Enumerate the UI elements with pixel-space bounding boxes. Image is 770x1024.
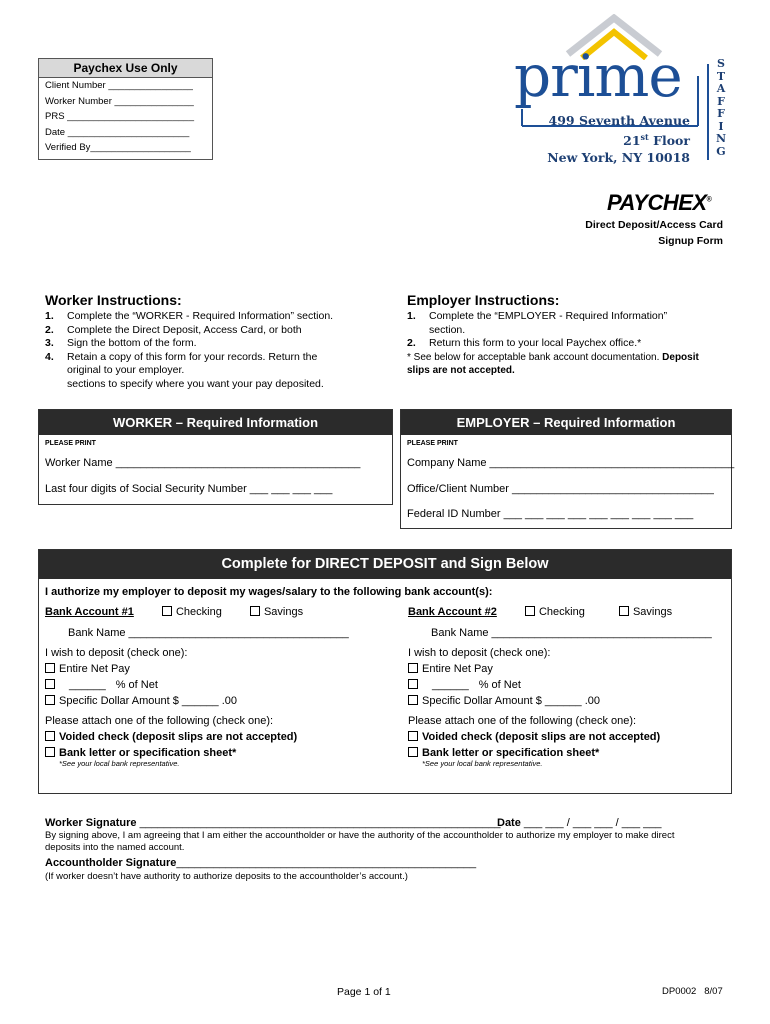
- employer-box-title: EMPLOYER – Required Information: [401, 410, 731, 435]
- bank-account-1: [45, 606, 385, 768]
- checkbox-icon: [408, 663, 418, 673]
- prime-wordmark: prime: [514, 42, 682, 110]
- address-line2: 21st Floor: [623, 132, 690, 149]
- bank-account-2: [408, 606, 728, 768]
- signature-agreement: By signing above, I am agreeing that I am either the accountholder or have the authority of the accountholder to authorize my employer to make direct deposits into the named account.: [45, 830, 675, 853]
- bank-letter-option[interactable]: Bank letter or specification sheet*: [45, 747, 385, 759]
- form-title: Direct Deposit/Access Card Signup Form: [585, 219, 723, 247]
- worker-instruction-item: 3. Sign the bottom of the form.: [45, 337, 197, 349]
- employer-instructions: [407, 292, 737, 378]
- accountholder-signature-field[interactable]: Accountholder Signature_________________________________________________: [45, 857, 477, 869]
- see-bank-rep-note: *See your local bank representative.: [59, 759, 180, 768]
- authorization-statement: I authorize my employer to deposit my wages/salary to the following bank account(s):: [45, 586, 493, 598]
- percent-net-option[interactable]: ______ % of Net: [408, 679, 728, 691]
- form-code: DP0002 8/07: [662, 986, 723, 997]
- bank-name-field[interactable]: Bank Name ____________________________________: [68, 627, 349, 639]
- employer-note: * See below for acceptable bank account documentation. Deposit: [407, 351, 699, 363]
- checkbox-icon: [45, 679, 55, 689]
- worker-instruction-cont: original to your employer.: [67, 364, 185, 376]
- entire-net-pay-option[interactable]: Entire Net Pay: [45, 663, 385, 675]
- bank-name-field[interactable]: Bank Name ____________________________________: [431, 627, 712, 639]
- prime-staffing-logo: [512, 14, 734, 164]
- worker-instruction-item: 1. Complete the “WORKER - Required Information” section.: [45, 310, 334, 322]
- checkbox-icon: [619, 606, 629, 616]
- attach-label: Please attach one of the following (check one):: [45, 715, 274, 727]
- employer-required-box: [400, 409, 735, 529]
- worker-instruction-cont: sections to specify where you want your pay deposited.: [67, 377, 324, 390]
- worker-number-field[interactable]: Worker Number _______________: [45, 95, 194, 107]
- bank-account-2-label: Bank Account #2: [408, 606, 497, 618]
- checking-checkbox[interactable]: Checking: [525, 606, 585, 618]
- dollar-amount-option[interactable]: Specific Dollar Amount $ ______ .00: [45, 695, 385, 707]
- verified-by-field[interactable]: Verified By___________________: [45, 142, 191, 153]
- company-name-field[interactable]: Company Name ________________________________________: [407, 457, 735, 469]
- checkbox-icon: [162, 606, 172, 616]
- worker-name-field[interactable]: Worker Name ________________________________________: [45, 457, 361, 469]
- direct-deposit-box: [38, 549, 732, 794]
- worker-instructions: [45, 292, 385, 391]
- paychex-use-only-box: [38, 58, 213, 160]
- percent-net-option[interactable]: ______ % of Net: [45, 679, 385, 691]
- direct-deposit-title: Complete for DIRECT DEPOSIT and Sign Below: [39, 550, 731, 579]
- accountholder-note: (If worker doesn’t have authority to authorize deposits to the accountholder’s account.): [45, 871, 408, 882]
- worker-instruction-item: 2. Complete the Direct Deposit, Access Card, or both: [45, 323, 302, 336]
- employer-note-bold: slips are not accepted.: [407, 365, 515, 376]
- worker-required-box: [38, 409, 393, 505]
- checkbox-icon: [408, 679, 418, 689]
- checkbox-icon: [45, 695, 55, 705]
- employer-instruction-item: 2. Return this form to your local Paychex office.*: [407, 337, 642, 349]
- checkbox-icon: [45, 731, 55, 741]
- deposit-choice-label: I wish to deposit (check one):: [408, 647, 551, 659]
- see-bank-rep-note: *See your local bank representative.: [422, 759, 543, 768]
- paychex-logo: PAYCHEX®: [607, 190, 712, 215]
- signature-date-field[interactable]: Date ___ ___ / ___ ___ / ___ ___: [497, 817, 662, 829]
- address-line1: 499 Seventh Avenue: [548, 113, 690, 128]
- office-client-number-field[interactable]: Office/Client Number _________________________________: [407, 483, 714, 495]
- checkbox-icon: [408, 695, 418, 705]
- voided-check-option[interactable]: Voided check (deposit slips are not accepted): [45, 731, 385, 743]
- checkbox-icon: [408, 747, 418, 757]
- date-field[interactable]: Date _______________________: [45, 126, 190, 138]
- checkbox-icon: [45, 663, 55, 673]
- address-block: [520, 112, 690, 166]
- deposit-choice-label: I wish to deposit (check one):: [45, 647, 188, 659]
- checkbox-icon: [250, 606, 260, 616]
- address-line3: New York, NY 10018: [547, 150, 690, 166]
- checkbox-icon: [408, 731, 418, 741]
- worker-box-title: WORKER – Required Information: [39, 410, 392, 435]
- please-print-label: PLEASE PRINT: [407, 440, 458, 447]
- employer-instruction-item: 1. Complete the “EMPLOYER - Required Information”: [407, 310, 668, 322]
- employer-instruction-item: section.: [429, 323, 466, 336]
- ssn-last-four-field[interactable]: Last four digits of Social Security Number ___ ___ ___ ___: [45, 483, 333, 495]
- checkbox-icon: [45, 747, 55, 757]
- attach-label: Please attach one of the following (check one):: [408, 715, 637, 727]
- staffing-vertical-text: S T A F F I N G: [715, 57, 727, 158]
- employer-instructions-heading: Employer Instructions:: [407, 292, 560, 308]
- worker-signature-field[interactable]: Worker Signature ___________________________________________________________: [45, 817, 501, 829]
- worker-instruction-item: 4. Retain a copy of this form for your records. Return the: [45, 350, 318, 363]
- dollar-amount-option[interactable]: Specific Dollar Amount $ ______ .00: [408, 695, 728, 707]
- page-number: Page 1 of 1: [337, 986, 391, 998]
- client-number-field[interactable]: Client Number ________________: [45, 80, 193, 91]
- please-print-label: PLEASE PRINT: [45, 440, 96, 447]
- worker-instructions-heading: Worker Instructions:: [45, 292, 182, 308]
- bank-account-1-label: Bank Account #1: [45, 606, 134, 618]
- federal-id-field[interactable]: Federal ID Number ___ ___ ___ ___ ___ ___ ___ ___ ___: [407, 508, 694, 520]
- checking-checkbox[interactable]: Checking: [162, 606, 222, 618]
- use-only-title: Paychex Use Only: [39, 59, 212, 78]
- savings-checkbox[interactable]: Savings: [619, 606, 672, 618]
- entire-net-pay-option[interactable]: Entire Net Pay: [408, 663, 728, 675]
- prs-field[interactable]: PRS ________________________: [45, 111, 194, 122]
- voided-check-option[interactable]: Voided check (deposit slips are not accepted): [408, 731, 728, 743]
- savings-checkbox[interactable]: Savings: [250, 606, 303, 618]
- checkbox-icon: [525, 606, 535, 616]
- bank-letter-option[interactable]: Bank letter or specification sheet*: [408, 747, 728, 759]
